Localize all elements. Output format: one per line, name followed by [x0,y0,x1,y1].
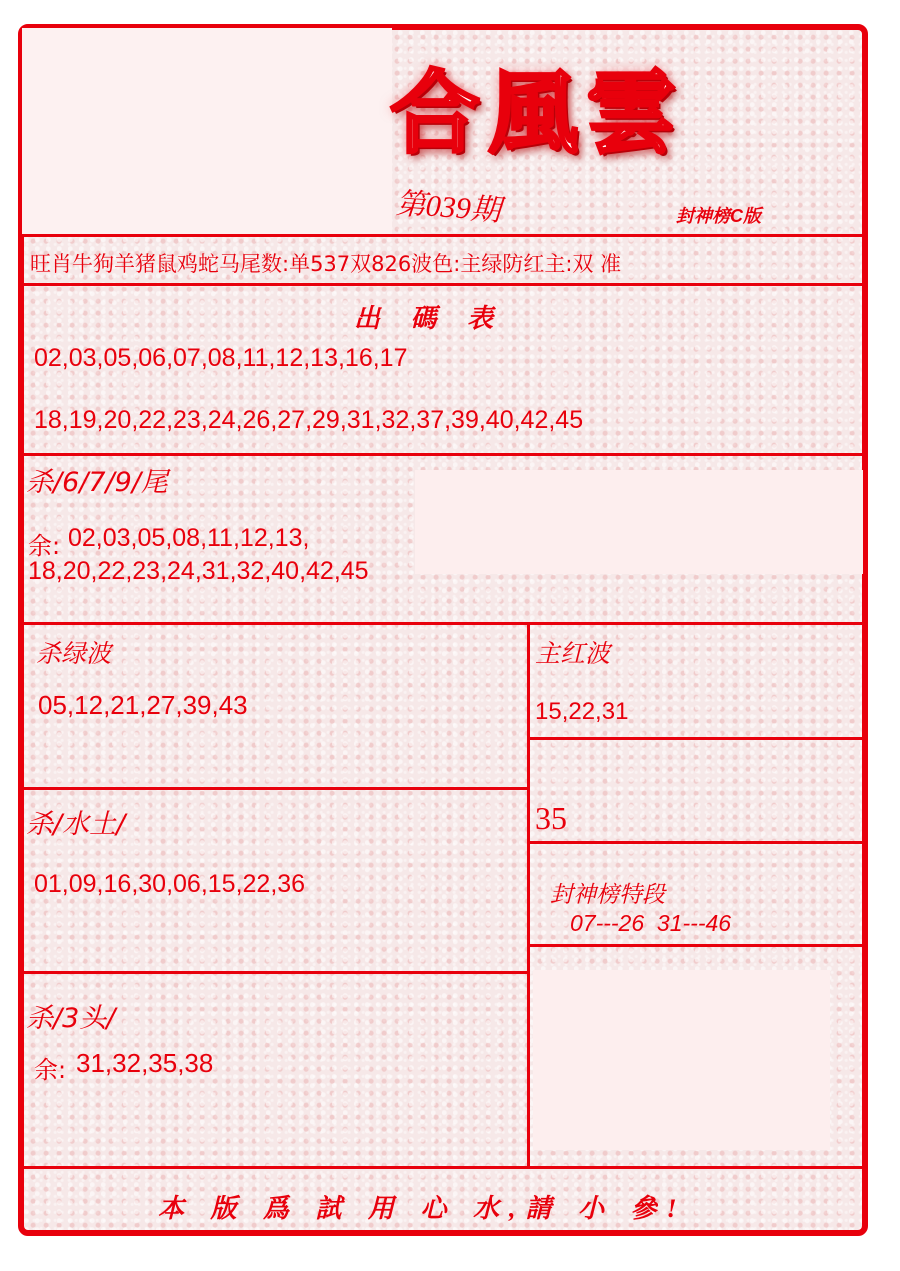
kill-head-title: 杀/3头/ [26,1003,116,1034]
kill-tail-title: 杀/6/7/9/尾 [26,467,168,498]
kill-tail-blank-area [415,470,863,574]
footer-note: 本 版 爲 試 用 心 水,請 小 參! [158,1194,687,1223]
divider [22,971,530,974]
kill-head-numbers: 31,32,35,38 [76,1048,214,1078]
main-red-title: 主红波 [535,639,611,668]
divider [22,234,864,237]
divider [22,787,530,790]
kill-element-numbers: 01,09,16,30,06,15,22,36 [34,870,306,898]
divider [528,841,864,844]
special-segment-title: 封神榜特段 [550,882,665,908]
kill-head-rest-prefix: 余: [34,1056,67,1084]
column-divider [527,622,530,1169]
kill-element-title: 杀/水土/ [26,809,126,840]
kill-green-title: 杀绿波 [36,639,112,668]
issue-number: 第039期 [394,187,502,228]
single-number: 35 [535,800,567,836]
chuma-title: 出 碼 表 [354,304,506,333]
divider [22,622,864,625]
main-red-numbers: 15,22,31 [535,698,629,725]
kill-tail-rest-prefix: 余: [28,532,61,560]
header-blank-area [22,28,392,234]
chuma-numbers-line2: 18,19,20,22,23,24,26,27,29,31,32,37,39,40,42,45 [34,406,584,434]
divider [22,453,864,456]
special-segment-values: 07---26 31---46 [570,910,732,936]
kill-tail-rest-line2: 18,20,22,23,24,31,32,40,42,45 [28,557,369,585]
edition-label: 封神榜C版 [676,206,761,226]
kill-tail-rest-line1: 02,03,05,08,11,12,13, [68,524,310,552]
logo-title: 合風雲 [390,60,684,166]
chuma-numbers-line1: 02,03,05,06,07,08,11,12,13,16,17 [34,344,408,372]
bottom-right-blank-area [533,970,830,1150]
divider [22,1166,864,1169]
kill-green-numbers: 05,12,21,27,39,43 [38,690,248,720]
divider [528,737,864,740]
divider [528,944,864,947]
divider [22,283,864,286]
zodiac-info-line: 旺肖牛狗羊猪鼠鸡蛇马尾数:单537双826波色:主绿防红主:双 准 [30,252,622,276]
